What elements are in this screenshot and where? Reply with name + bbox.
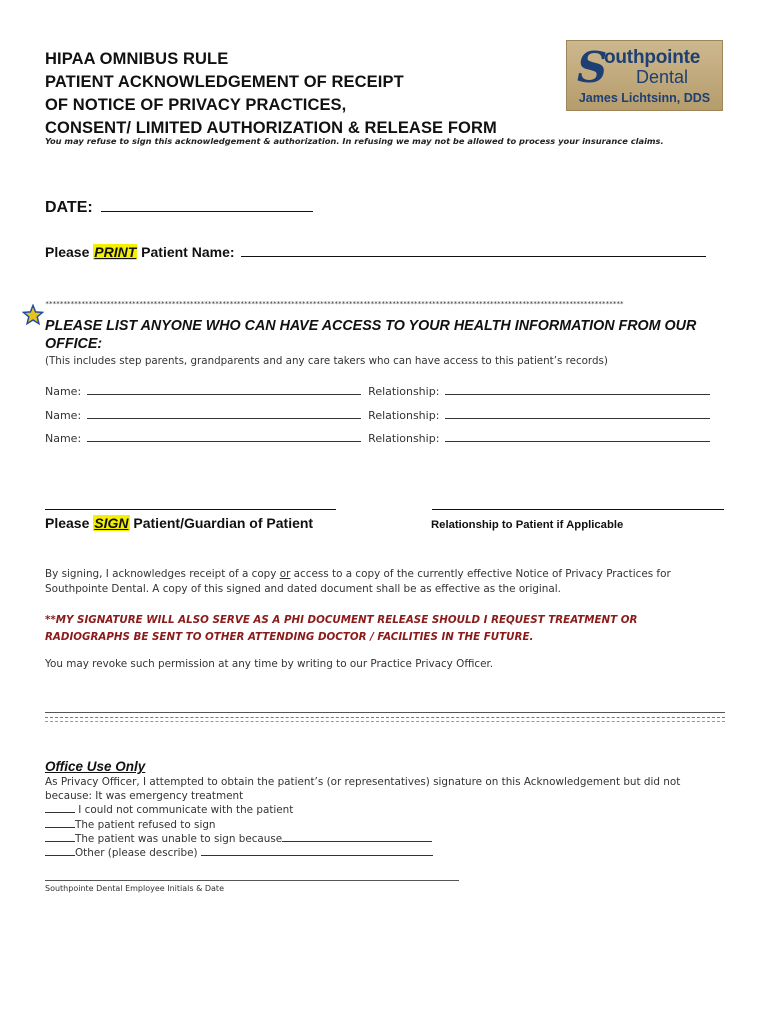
date-label: DATE: (45, 199, 93, 216)
print-suffix: Patient Name: (141, 244, 235, 260)
access-row-3 (45, 432, 710, 445)
name-field[interactable] (87, 385, 361, 395)
title-line-4: CONSENT/ LIMITED AUTHORIZATION & RELEASE FORM (45, 119, 497, 137)
name-field[interactable] (87, 409, 361, 419)
employee-initials-field[interactable] (45, 880, 459, 881)
date-field[interactable] (101, 197, 313, 212)
name-label: Name: (45, 432, 82, 445)
access-subheading: (This includes step parents, grandparents and any care takers who can have access to this patient’s records) (45, 355, 608, 367)
reason-field[interactable] (282, 832, 432, 842)
divider-line (45, 712, 725, 713)
option-label: The patient was unable to sign because (75, 832, 283, 845)
print-highlight: PRINT (94, 244, 137, 260)
option-check-blank[interactable] (45, 846, 75, 856)
option-check-blank[interactable] (45, 832, 75, 842)
sign-prefix: Please (45, 515, 90, 531)
revoke-text: You may revoke such permission at any time by writing to our Practice Privacy Officer. (45, 658, 494, 670)
relationship-label: Relationship: (368, 409, 440, 422)
relationship-field[interactable] (445, 409, 710, 419)
relationship-label: Relationship: (368, 432, 440, 445)
option-label: The patient refused to sign (75, 818, 216, 831)
relationship-label: Relationship: (368, 385, 440, 398)
divider-line (45, 717, 725, 718)
office-option-4 (45, 846, 735, 860)
ack-text-1: By signing, I acknowledges receipt of a copy (45, 568, 280, 580)
office-use-title: Office Use Only (45, 759, 146, 774)
sign-suffix: Patient/Guardian of Patient (133, 515, 314, 531)
option-label: I could not communicate with the patient (75, 804, 294, 817)
phi-release-note: **MY SIGNATURE WILL ALSO SERVE AS A PHI DOCUMENT RELEASE SHOULD I REQUEST TREATMENT OR RADIOGRAPHS BE SENT TO OTHER ATTENDING DOCTOR / FACILITIES IN THE FUTURE. (45, 614, 638, 643)
divider-line (45, 721, 725, 722)
sign-highlight: SIGN (94, 515, 129, 531)
logo-word-southpointe: outhpointe (604, 47, 701, 68)
relationship-to-patient-field[interactable] (432, 509, 724, 510)
title-line-1: HIPAA OMNIBUS RULE (45, 50, 229, 68)
patient-name-row (45, 244, 706, 260)
southpointe-dental-logo (566, 40, 723, 111)
acknowledgement-paragraph (45, 567, 725, 596)
print-prefix: Please (45, 244, 90, 260)
office-use-section (45, 775, 735, 860)
signature-field[interactable] (45, 509, 336, 510)
logo-doctor-name: James Lichtsinn, DDS (578, 91, 711, 105)
office-option-3 (45, 832, 735, 846)
asterisk-separator: **************************************************************************************************************************************************************** (45, 300, 624, 308)
office-option-2 (45, 818, 735, 832)
describe-field[interactable] (201, 846, 433, 856)
option-label: Other (please describe) (75, 847, 201, 860)
access-row-1 (45, 385, 710, 398)
office-option-1 (45, 803, 735, 817)
option-check-blank[interactable] (45, 818, 75, 828)
refusal-note: You may refuse to sign this acknowledgement & authorization. In refusing we may not be allowed to process your insurance claims. (45, 136, 664, 146)
date-row (45, 197, 313, 217)
office-line-2: because: It was emergency treatment (45, 790, 244, 803)
relationship-field[interactable] (445, 432, 710, 442)
form-title (45, 48, 565, 140)
title-line-3: OF NOTICE OF PRIVACY PRACTICES, (45, 96, 347, 114)
option-check-blank[interactable] (45, 803, 75, 813)
access-heading: PLEASE LIST ANYONE WHO CAN HAVE ACCESS TO YOUR HEALTH INFORMATION FROM OUR OFFICE: (45, 318, 697, 352)
access-row-2 (45, 409, 710, 422)
ack-text-2: access to a copy of the currently effective Notice of Privacy Practices for Southpointe Dental. A copy of this signed and dated document shall be as effective as the original. (45, 568, 671, 595)
signature-label (45, 515, 313, 531)
logo-letter: S (577, 43, 608, 92)
patient-name-field[interactable] (241, 244, 706, 257)
title-line-2: PATIENT ACKNOWLEDGEMENT OF RECEIPT (45, 73, 404, 91)
relationship-to-patient-label: Relationship to Patient if Applicable (431, 519, 624, 531)
office-line-1: As Privacy Officer, I attempted to obtain the patient’s (or representatives) signature on this Acknowledgement but did not (45, 776, 681, 788)
name-label: Name: (45, 385, 82, 398)
name-label: Name: (45, 409, 82, 422)
employee-initials-label: Southpointe Dental Employee Initials & Date (45, 884, 224, 893)
relationship-field[interactable] (445, 385, 710, 395)
ack-or: or (279, 568, 291, 580)
star-icon (22, 304, 44, 326)
logo-word-dental: Dental (636, 67, 689, 87)
name-field[interactable] (87, 432, 361, 442)
